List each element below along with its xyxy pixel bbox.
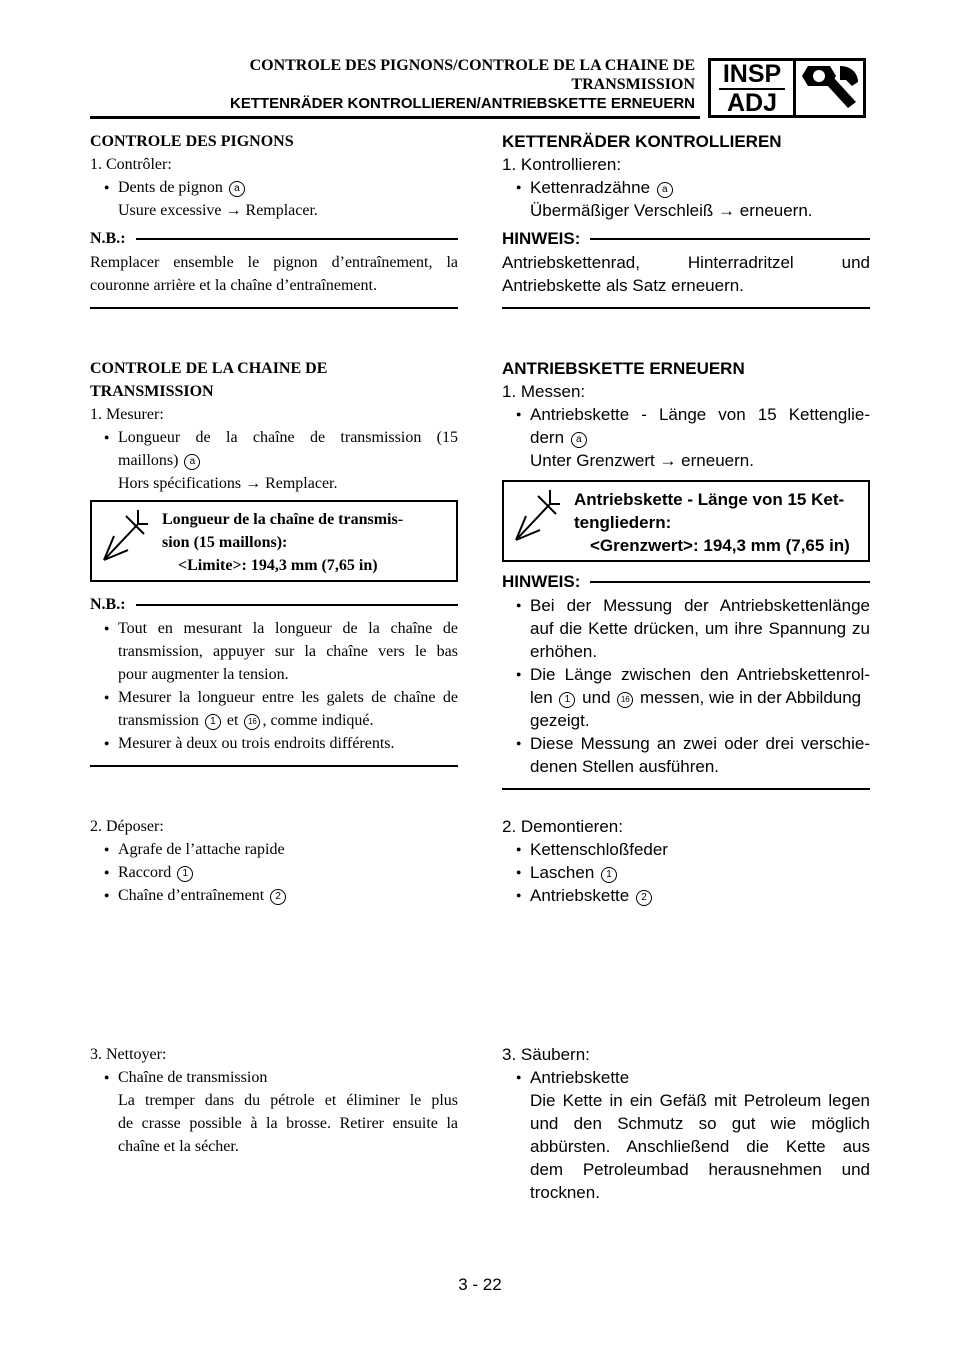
ref-a-icon: a	[657, 182, 673, 198]
measure-spec-icon	[510, 486, 560, 546]
de-hinweis-bullet-cont: auf die Kette drücken, um ihre Spannung zu	[530, 619, 870, 638]
measure-spec-icon	[98, 506, 148, 566]
fr-bullet: ● Chaîne d’entraînement 2	[90, 884, 458, 907]
fr-step-deposer	[90, 815, 458, 907]
fr-step: 1. Mesurer:	[90, 406, 164, 423]
fr-nb-bullet-cont: transmission, appuyer sur la chaîne vers le bas	[118, 643, 458, 660]
fr-paragraph: chaîne et la sécher.	[118, 1138, 239, 1155]
de-hinweis-bullet-cont: gezeigt.	[530, 711, 590, 730]
ref-a-icon: a	[184, 454, 200, 470]
fr-section-title: CONTROLE DE LA CHAINE DE	[90, 360, 328, 377]
ref-1-icon: 1	[205, 714, 221, 730]
fr-section-chaine	[90, 357, 458, 495]
fr-nb-text: Remplacer ensemble le pignon d’entraînement, la	[90, 254, 458, 271]
fr-section-title: TRANSMISSION	[90, 383, 214, 400]
de-hinweis-bullet: ● Die Länge zwischen den Antriebskettenrol-	[502, 663, 870, 686]
de-spec-text: tengliedern:	[574, 513, 672, 532]
de-step: 1. Messen:	[502, 382, 586, 401]
fr-paragraph: de crasse possible à la brosse. Retirer ensuite la	[118, 1115, 458, 1132]
header-title-de: KETTENRÄDER KONTROLLIEREN/ANTRIEBSKETTE ERNEUERN	[229, 95, 695, 112]
de-step-demontieren	[502, 815, 870, 907]
de-hinweis-bullet: ● Diese Messung an zwei oder drei verschie-	[502, 732, 870, 755]
fr-spec-text: Longueur de la chaîne de transmis-	[162, 511, 404, 528]
de-paragraph: und den Schmutz so gut wie möglich	[530, 1114, 870, 1133]
ref-16-icon: 16	[244, 714, 260, 730]
header-rule	[90, 116, 700, 119]
de-paragraph: trocknen.	[530, 1183, 600, 1202]
hinweis-label: HINWEIS:	[502, 572, 581, 591]
fr-bullet: ● Chaîne de transmission	[90, 1066, 458, 1089]
page-number: 3 - 22	[458, 1275, 502, 1294]
nb-label: N.B.:	[90, 230, 126, 247]
arrow-icon: →	[718, 201, 736, 220]
ref-16-icon: 16	[617, 692, 633, 708]
nb-label: N.B.:	[90, 596, 126, 613]
header-title-fr-line2: TRANSMISSION	[571, 76, 695, 93]
badge-divider	[793, 58, 796, 118]
de-hinweis-text: Antriebskette als Satz erneuern.	[502, 276, 744, 295]
fr-bullet: ● Raccord 1	[90, 861, 458, 884]
de-hinweis-bullet-cont: denen Stellen ausführen.	[530, 757, 720, 776]
de-bullet: ● Kettenschloßfeder	[502, 838, 870, 861]
de-section-kettenraeder	[502, 130, 870, 222]
de-bullet: ● Antriebskette - Länge von 15 Kettenglie-	[502, 403, 870, 426]
fr-nb-bullet: ● Mesurer la longueur entre les galets de chaîne de	[90, 686, 458, 709]
fr-spec-value: <Limite>: 194,3 mm (7,65 in)	[178, 557, 378, 574]
de-section-title: ANTRIEBSKETTE ERNEUERN	[502, 359, 745, 378]
fr-nb-note-2	[90, 593, 458, 767]
arrow-icon: →	[225, 202, 242, 219]
wrench-tool-icon	[800, 62, 862, 114]
fr-nb-note	[90, 227, 458, 309]
de-step: 1. Kontrollieren:	[502, 155, 622, 174]
arrow-icon: →	[245, 475, 262, 492]
de-hinweis-note-2	[502, 570, 870, 790]
fr-section-title: CONTROLE DES PIGNONS	[90, 133, 294, 150]
fr-step: 3. Nettoyer:	[90, 1046, 167, 1063]
de-bullet-sub: Übermäßiger Verschleiß → erneuern.	[530, 201, 813, 220]
de-bullet: ● Kettenradzähne a	[502, 176, 870, 199]
de-paragraph: Die Kette in ein Gefäß mit Petroleum legen	[530, 1091, 870, 1110]
fr-step: 2. Déposer:	[90, 818, 164, 835]
fr-bullet-sub: Usure excessive → Remplacer.	[118, 202, 318, 219]
de-paragraph: abbürsten. Anschließend die Kette aus	[530, 1137, 870, 1156]
fr-nb-bullet: ● Tout en mesurant la longueur de la chaîne de	[90, 617, 458, 640]
de-hinweis-bullet: ● Bei der Messung der Antriebskettenlänge	[502, 594, 870, 617]
de-step-saeubern	[502, 1043, 870, 1204]
de-bullet: ● Antriebskette 2	[502, 884, 870, 907]
ref-a-icon: a	[571, 432, 587, 448]
de-hinweis-text: Antriebskettenrad, Hinterradritzel und	[502, 253, 870, 272]
fr-paragraph: La tremper dans du pétrole et éliminer le plus	[118, 1092, 458, 1109]
de-bullet-cont: dern a	[502, 426, 870, 449]
fr-bullet: ● Dents de pignon a	[90, 176, 458, 199]
fr-step: 1. Contrôler:	[90, 156, 172, 173]
de-bullet: ● Laschen 1	[502, 861, 870, 884]
badge-insp-label: INSP	[722, 60, 782, 88]
de-spec-value: <Grenzwert>: 194,3 mm (7,65 in)	[590, 536, 850, 555]
header-title-fr-line1: CONTROLE DES PIGNONS/CONTROLE DE LA CHAINE DE	[249, 57, 695, 74]
de-paragraph: dem Petroleumbad herausnehmen und	[530, 1160, 870, 1179]
arrow-icon: →	[659, 451, 677, 470]
de-spec-box	[502, 480, 870, 562]
de-bullet-sub: Unter Grenzwert → erneuern.	[530, 451, 754, 470]
fr-nb-text: couronne arrière et la chaîne d’entraînement.	[90, 277, 377, 294]
de-step: 2. Demontieren:	[502, 817, 623, 836]
ref-1-icon: 1	[601, 867, 617, 883]
fr-spec-box	[90, 500, 458, 582]
fr-section-pignons	[90, 130, 458, 222]
de-hinweis-note	[502, 227, 870, 309]
ref-2-icon: 2	[636, 890, 652, 906]
de-section-title: KETTENRÄDER KONTROLLIEREN	[502, 132, 782, 151]
ref-1-icon: 1	[177, 866, 193, 882]
fr-bullet: ● Longueur de la chaîne de transmission (15	[90, 426, 458, 449]
fr-nb-bullet: ● Mesurer à deux ou trois endroits différents.	[90, 732, 458, 755]
de-hinweis-bullet-cont: erhöhen.	[530, 642, 598, 661]
de-step: 3. Säubern:	[502, 1045, 590, 1064]
de-spec-text: Antriebskette - Länge von 15 Ket-	[574, 490, 845, 509]
ref-1-icon: 1	[559, 692, 575, 708]
hinweis-label: HINWEIS:	[502, 229, 581, 248]
fr-bullet: ● Agrafe de l’attache rapide	[90, 838, 458, 861]
badge-adj-label: ADJ	[726, 89, 777, 117]
de-section-antriebskette	[502, 357, 870, 472]
fr-bullet-cont: maillons) a	[90, 449, 458, 472]
fr-spec-text: sion (15 maillons):	[162, 534, 288, 551]
ref-a-icon: a	[229, 181, 245, 197]
de-hinweis-bullet-cont: len 1 und 16 messen, wie in der Abbildung	[530, 688, 862, 707]
ref-2-icon: 2	[270, 889, 286, 905]
fr-step-nettoyer	[90, 1043, 458, 1158]
fr-nb-bullet-cont: pour augmenter la tension.	[118, 666, 289, 683]
de-bullet: ● Antriebskette	[502, 1066, 870, 1089]
fr-nb-bullet-cont: transmission 1 et 16 , comme indiqué.	[118, 712, 374, 729]
fr-bullet-sub: Hors spécifications → Remplacer.	[118, 475, 338, 492]
